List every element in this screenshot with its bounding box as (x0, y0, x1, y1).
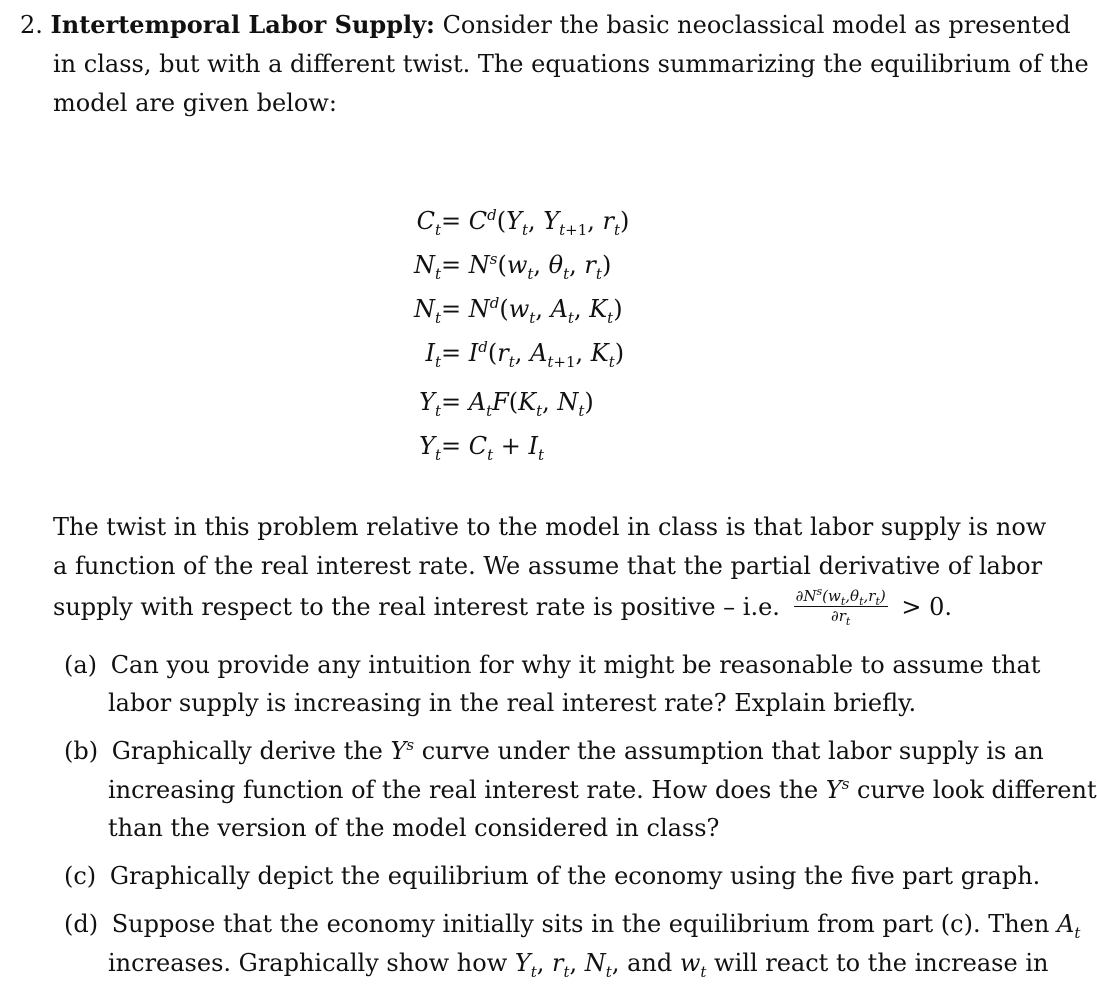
equation-lhs: $Y_t$ (419, 432, 441, 464)
equation-lhs: $C_t$ (416, 207, 441, 239)
equation-rhs: = $N^d(w_t$, $A_t$, $K_t$) (441, 294, 623, 327)
equation-rhs: = $N^s(w_t$, $\theta_t$, $r_t$) (441, 250, 612, 283)
derivative-inequality: > 0. (901, 593, 952, 621)
equation-lhs: $I_t$ (425, 339, 441, 371)
equation-lhs: $N_t$ (413, 251, 441, 283)
problem-intro-line-1: Consider the basic neoclassical model as presented (442, 11, 1071, 39)
equation-lhs: $N_t$ (413, 295, 441, 327)
problem-title: Intertemporal Labor Supply: (50, 10, 435, 39)
problem-heading-line-1 (20, 10, 1071, 40)
equation-rhs: = $C_t + I_t$ (441, 432, 545, 464)
equation-rhs: = $A_tF(K_t$, $N_t$) (441, 388, 594, 420)
partial-derivative-fraction (794, 585, 888, 628)
part-b-line-3: than the version of the model considered in class? (108, 814, 720, 842)
problem-intro-line-3: model are given below: (53, 89, 337, 117)
part-b-line-2: increasing function of the real interest rate. How does the $Y^s$ curve look different (108, 775, 1097, 804)
twist-line-1: The twist in this problem relative to the model in class is that labor supply is now (53, 513, 1047, 541)
twist-line-3 (53, 585, 952, 628)
twist-line-3-text: supply with respect to the real interest rate is positive – i.e. (53, 593, 780, 621)
part-d-text-1: Suppose that the economy initially sits in the equilibrium from part (c). Then $A_t$ (111, 910, 1081, 942)
problem-intro-line-2: in class, but with a different twist. The equations summarizing the equilibrium of the (53, 50, 1089, 78)
part-d-line-1 (64, 909, 1081, 942)
part-b-text-1: Graphically derive the $Y^s$ curve under the assumption that labor supply is an (111, 736, 1044, 765)
part-d-line-2: increases. Graphically show how $Y_t$, $r_t$, $N_t$, and $w_t$ will react to the increase in (108, 949, 1049, 981)
equation-lhs: $Y_t$ (419, 388, 441, 420)
part-c-text-1: Graphically depict the equilibrium of the economy using the five part graph. (109, 862, 1041, 890)
twist-line-2: a function of the real interest rate. We assume that the partial derivative of labor (53, 552, 1043, 580)
part-b-line-1 (64, 736, 1044, 766)
part-b-label: (b) (64, 737, 99, 765)
equation-rhs: = $I^d(r_t$, $A_{t+1}$, $K_t$) (441, 338, 625, 371)
part-a-line-2: labor supply is increasing in the real interest rate? Explain briefly. (108, 689, 917, 717)
part-c-label: (c) (64, 862, 97, 890)
derivative-denominator: $\partial r_t$ (830, 607, 851, 628)
part-a-text-1: Can you provide any intuition for why it might be reasonable to assume that (110, 651, 1041, 679)
part-a-line-1 (64, 650, 1040, 680)
equation-rhs: = $C^d(Y_t$, $Y_{t+1}$, $r_t$) (441, 206, 630, 239)
part-a-label: (a) (64, 651, 98, 679)
problem-number: 2. (20, 11, 43, 39)
derivative-numerator: $\partial N^s(w_t,\theta_t,r_t)$ (795, 585, 886, 608)
part-d-label: (d) (64, 910, 99, 938)
part-c-line-1 (64, 861, 1040, 891)
